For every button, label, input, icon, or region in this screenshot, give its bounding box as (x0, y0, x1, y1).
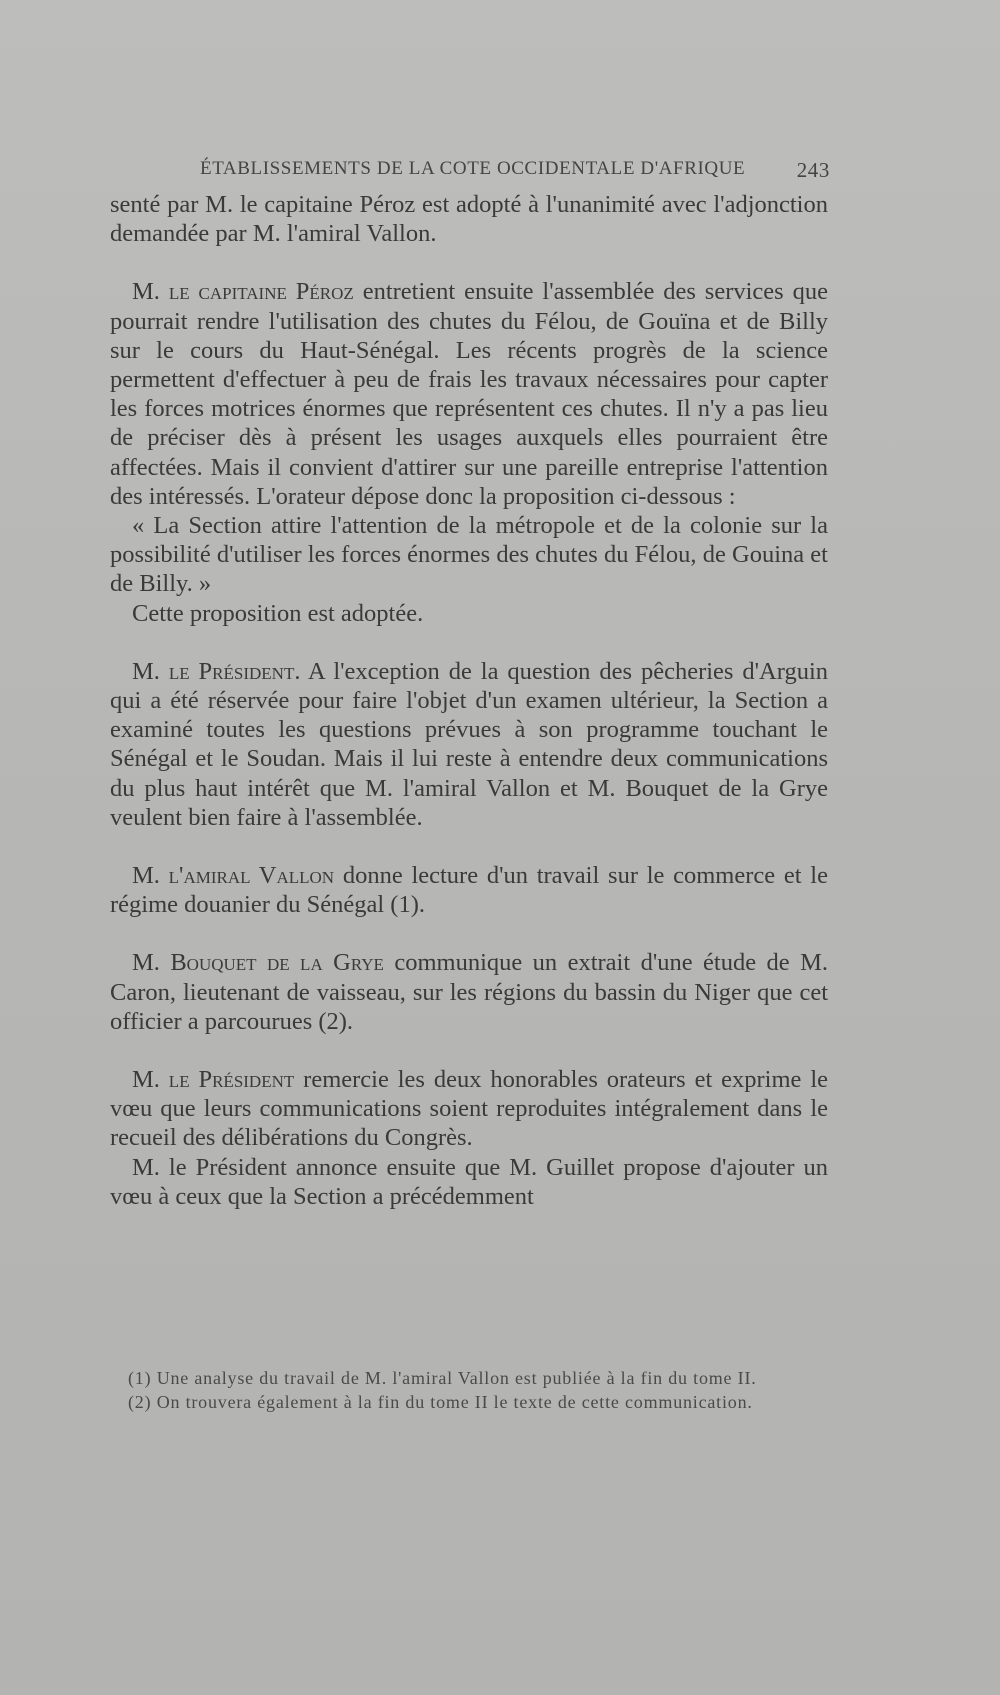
paragraph-text: remercie les deux honorables orateurs et exprime le vœu que leurs communications soient reproduites intégralement dans le recueil des délibérations du Congrès. (110, 1066, 828, 1152)
footnotes (110, 1366, 840, 1414)
paragraph-continuation: senté par M. le capitaine Péroz est adopté à l'unanimité avec l'adjonction demandée par M. l'amiral Vallon. (110, 191, 828, 248)
paragraph-text: A l'exception de la question des pêcheries d'Arguin qui a été réservée pour faire l'objet d'un examen ultérieur, la Section a examiné toutes les questions prévues à son programme touchant le Sénégal et le Soudan. Mais il lui reste à entendre deux communications du plus haut intérêt que M. l'amiral Vallon et M. Bouquet de la Grye veulent bien faire à l'assemblée. (110, 657, 829, 831)
speaker-name: M. le Président (132, 1066, 295, 1094)
speaker-name: M. le capitaine Péroz (132, 278, 354, 306)
paragraph-quote: « La Section attire l'attention de la métropole et de la colonie sur la possibilité d'utiliser les forces énormes des chutes du Félou, de Gouina et de Billy. » (110, 512, 828, 598)
page-number: 243 (796, 158, 830, 182)
running-title: ÉTABLISSEMENTS DE LA COTE OCCIDENTALE D'AFRIQUE (200, 158, 746, 179)
body-text (110, 190, 828, 1211)
paragraph-peroz (110, 277, 828, 511)
paragraph-text: entretient ensuite l'assemblée des services que pourrait rendre l'utilisation des chutes du Félou, de Gouïna et de Billy sur le cours du Haut-Sénégal. Les récents progrès de la science permettent d'effectuer à peu de frais les travaux nécessaires pour capter les forces motrices énormes que représentent ces chutes. Il n'y a pas lieu de préciser dès à présent les usages auxquels elles pourraient être affectées. Mais il convient d'attirer sur une pareille entreprise l'attention des intéressés. L'orateur dépose donc la proposition ci-dessous : (110, 278, 828, 510)
paragraph-adopted: Cette proposition est adoptée. (132, 599, 424, 627)
speaker-name: M. le Président. (132, 657, 301, 685)
footnote-2: (2) On trouvera également à la fin du tome II le texte de cette communication. (128, 1392, 753, 1412)
speaker-name: M. Bouquet de la Grye (132, 949, 384, 977)
running-header (200, 158, 830, 180)
paragraph-guillet: M. le Président annonce ensuite que M. Guillet propose d'ajouter un vœu à ceux que la Section a précédemment (110, 1153, 828, 1210)
paragraph-president (110, 657, 828, 832)
paragraph-text: communique un extrait d'une étude de M. Caron, lieutenant de vaisseau, sur les régions du bassin du Niger que cet officier a parcourues (2). (110, 949, 828, 1035)
paragraph-vallon (110, 861, 828, 919)
paragraph-bouquet (110, 948, 828, 1036)
paragraph-president-thanks (110, 1065, 828, 1153)
paragraph-text: donne lecture d'un travail sur le commerce et le régime douanier du Sénégal (1). (110, 862, 828, 919)
footnote-1: (1) Une analyse du travail de M. l'amiral Vallon est publiée à la fin du tome II. (128, 1368, 757, 1388)
speaker-name: M. l'amiral Vallon (132, 862, 335, 890)
